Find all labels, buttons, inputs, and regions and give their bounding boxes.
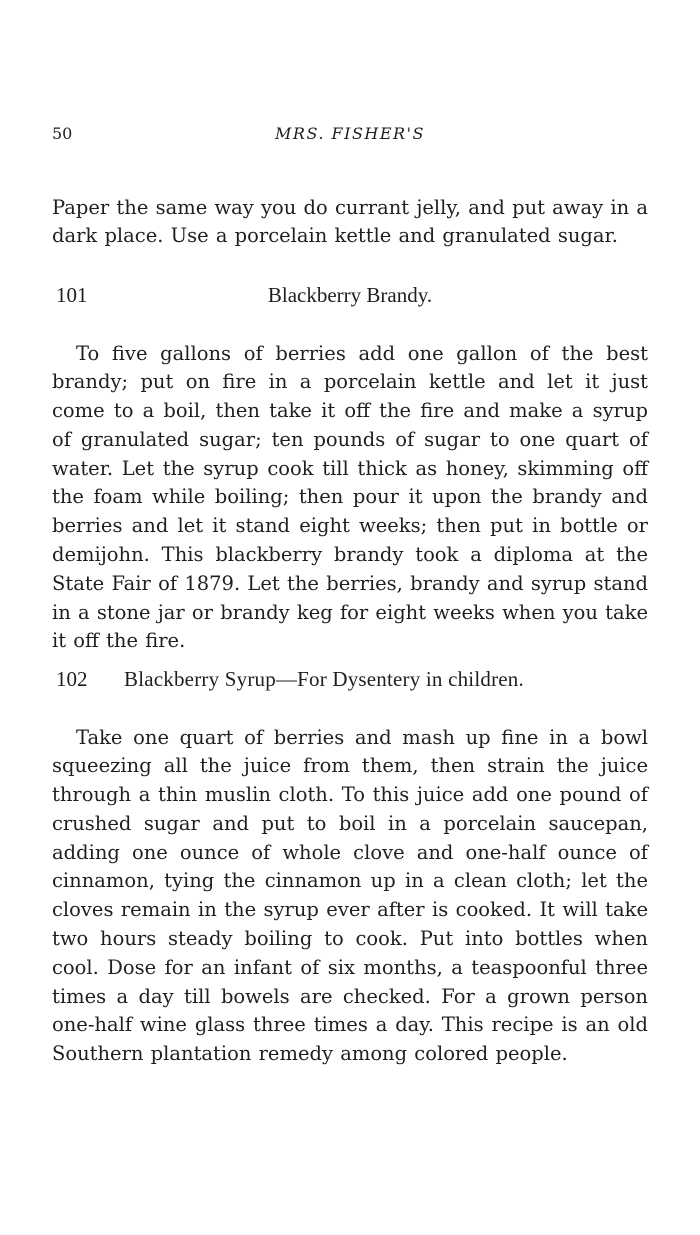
recipe-heading [52, 280, 648, 310]
recipe-title: Blackberry Syrup—For Dysentery in children. [124, 667, 524, 691]
continued-paragraph: Paper the same way you do currant jelly, and put away in a dark place. Use a porcelain kettle and granulated sugar. [52, 195, 648, 248]
recipe-body: To five gallons of berries add one gallon of the best brandy; put on fire in a porcelain kettle and let it just come to a boil, then take it off the fire and make a syrup of granulated sugar; ten pounds of sugar to one quart of water. Let the syrup cook till thick as honey, skimming off the foam while boiling; then pour it upon the brandy and berries and let it stand eight weeks; then put in bottle or demijohn. This blackberry brandy took a diploma at the State Fair of 1879. Let the berries, brandy and syrup stand in a stone jar or brandy keg for eight weeks when you take it off the fire. [52, 341, 648, 653]
recipe-number: 101 [56, 283, 88, 307]
recipe-heading [52, 664, 648, 694]
recipe-number: 102 [56, 667, 88, 691]
running-title: MRS. FISHER'S [275, 124, 425, 143]
recipe-title: Blackberry Brandy. [267, 283, 433, 307]
page-number: 50 [52, 124, 73, 143]
page-header [52, 124, 648, 148]
recipe-body: Take one quart of berries and mash up fine in a bowl squeezing all the juice from them, then strain the juice through a thin muslin cloth. To this juice add one pound of crushed sugar and put to boil in a porcelain saucepan, adding one ounce of whole clove and one-half ounce of cinnamon, tying the cinnamon up in a clean cloth; let the cloves remain in the syrup ever after is cooked. It will take two hours steady boiling to cook. Put into bottles when cool. Dose for an infant of six months, a teaspoonful three times a day till bowels are checked. For a grown person one-half wine glass three times a day. This recipe is an old Southern plantation remedy among colored people. [52, 725, 648, 1066]
